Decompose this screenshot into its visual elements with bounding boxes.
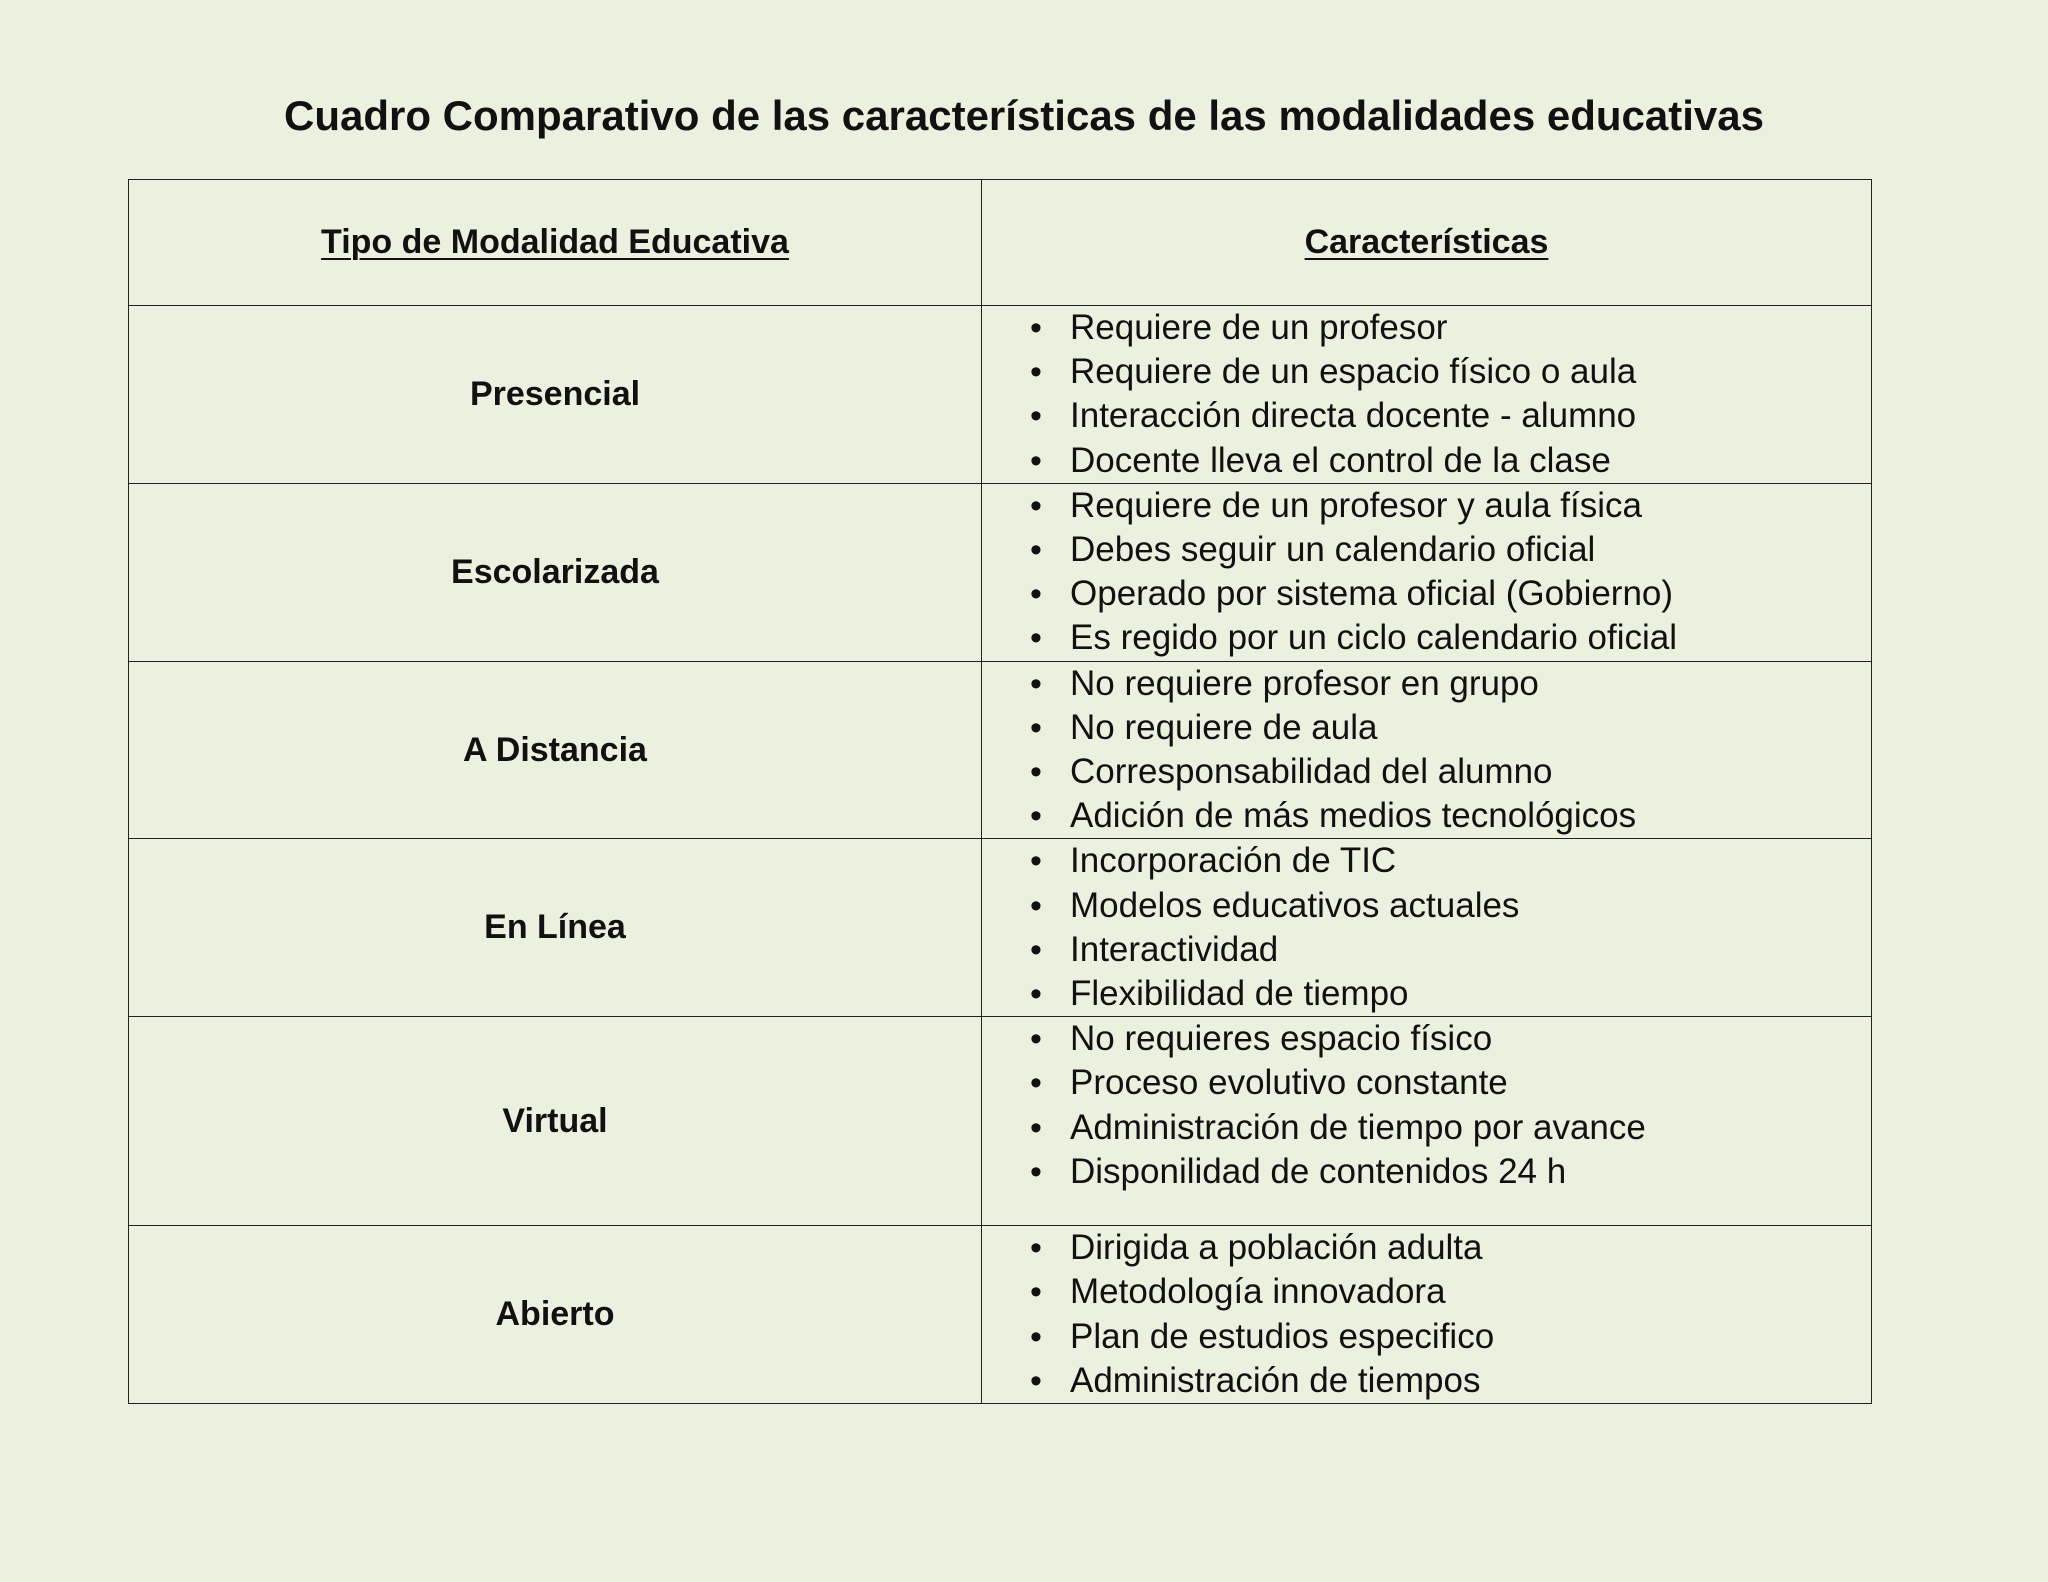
list-item — [1022, 1061, 1871, 1105]
list-item — [1022, 1359, 1871, 1403]
characteristics-cell — [982, 1226, 1872, 1404]
feature-text: Modelos educativos actuales — [1070, 885, 1520, 925]
modality-type-cell: Escolarizada — [129, 483, 982, 661]
list-item — [1022, 439, 1871, 483]
characteristics-list — [982, 1017, 1871, 1194]
bullet-icon: • — [1030, 664, 1042, 703]
list-item — [1022, 572, 1871, 616]
bullet-icon: • — [1030, 575, 1042, 614]
comparison-table — [128, 179, 1872, 1404]
list-item — [1022, 662, 1871, 706]
feature-text: Interacción directa docente - alumno — [1070, 396, 1637, 436]
feature-text: No requiere de aula — [1070, 707, 1378, 747]
characteristics-cell — [982, 839, 1872, 1017]
feature-text: Plan de estudios especifico — [1070, 1316, 1495, 1356]
table-row — [129, 1226, 1872, 1404]
list-item — [1022, 484, 1871, 528]
list-item — [1022, 972, 1871, 1016]
characteristics-list — [982, 1226, 1871, 1403]
bullet-icon: • — [1030, 1152, 1042, 1191]
characteristics-cell — [982, 306, 1872, 484]
modality-type-cell: Abierto — [129, 1226, 982, 1404]
table-row — [129, 306, 1872, 484]
list-item — [1022, 1315, 1871, 1359]
list-item — [1022, 1270, 1871, 1314]
modality-type-cell: Virtual — [129, 1017, 982, 1226]
bullet-icon: • — [1030, 397, 1042, 436]
feature-text: Requiere de un espacio físico o aula — [1070, 352, 1637, 392]
list-item — [1022, 928, 1871, 972]
characteristics-list — [982, 306, 1871, 483]
feature-text: Operado por sistema oficial (Gobierno) — [1070, 574, 1674, 614]
feature-text: Requiere de un profesor y aula física — [1070, 485, 1642, 525]
feature-text: Dirigida a población adulta — [1070, 1228, 1483, 1268]
modality-type-cell: Presencial — [129, 306, 982, 484]
table-row — [129, 1017, 1872, 1226]
characteristics-list — [982, 839, 1871, 1016]
bullet-icon: • — [1030, 619, 1042, 658]
feature-text: Metodología innovadora — [1070, 1272, 1446, 1312]
list-item — [1022, 616, 1871, 660]
modality-type-cell: En Línea — [129, 839, 982, 1017]
feature-text: Es regido por un ciclo calendario oficial — [1070, 618, 1677, 658]
list-item — [1022, 706, 1871, 750]
bullet-icon: • — [1030, 842, 1042, 881]
feature-text: No requieres espacio físico — [1070, 1019, 1493, 1059]
feature-text: Debes seguir un calendario oficial — [1070, 530, 1596, 570]
table-row — [129, 839, 1872, 1017]
bullet-icon: • — [1030, 886, 1042, 925]
feature-text: Disponilidad de contenidos 24 h — [1070, 1151, 1567, 1191]
list-item — [1022, 794, 1871, 838]
bullet-icon: • — [1030, 930, 1042, 969]
feature-text: No requiere profesor en grupo — [1070, 663, 1539, 703]
bullet-icon: • — [1030, 353, 1042, 392]
feature-text: Flexibilidad de tiempo — [1070, 974, 1409, 1014]
list-item — [1022, 1106, 1871, 1150]
bullet-icon: • — [1030, 1020, 1042, 1059]
bullet-icon: • — [1030, 1273, 1042, 1312]
characteristics-list — [982, 662, 1871, 839]
bullet-icon: • — [1030, 1361, 1042, 1400]
bullet-icon: • — [1030, 1064, 1042, 1103]
bullet-icon: • — [1030, 1317, 1042, 1356]
bullet-icon: • — [1030, 1108, 1042, 1147]
bullet-icon: • — [1030, 1229, 1042, 1268]
feature-text: Administración de tiempos — [1070, 1360, 1481, 1400]
feature-text: Docente lleva el control de la clase — [1070, 440, 1611, 480]
characteristics-cell — [982, 661, 1872, 839]
list-item — [1022, 306, 1871, 350]
bullet-icon: • — [1030, 309, 1042, 347]
feature-text: Administración de tiempo por avance — [1070, 1107, 1646, 1147]
list-item — [1022, 839, 1871, 883]
modality-type-cell: A Distancia — [129, 661, 982, 839]
bullet-icon: • — [1030, 441, 1042, 480]
bullet-icon: • — [1030, 753, 1042, 792]
list-item — [1022, 528, 1871, 572]
list-item — [1022, 884, 1871, 928]
feature-text: Incorporación de TIC — [1070, 841, 1397, 881]
table-header-row — [129, 180, 1872, 306]
feature-text: Adición de más medios tecnológicos — [1070, 796, 1637, 836]
list-item — [1022, 750, 1871, 794]
bullet-icon: • — [1030, 708, 1042, 747]
list-item — [1022, 394, 1871, 438]
list-item — [1022, 1226, 1871, 1270]
table-row — [129, 661, 1872, 839]
header-characteristics: Características — [982, 180, 1872, 306]
bullet-icon: • — [1030, 975, 1042, 1014]
characteristics-list — [982, 484, 1871, 661]
bullet-icon: • — [1030, 531, 1042, 570]
characteristics-cell — [982, 1017, 1872, 1226]
bullet-icon: • — [1030, 486, 1042, 525]
document-title: Cuadro Comparativo de las características de las modalidades educativas — [284, 92, 1764, 139]
table-row — [129, 483, 1872, 661]
feature-text: Requiere de un profesor — [1070, 308, 1448, 347]
header-modality-type: Tipo de Modalidad Educativa — [129, 180, 982, 306]
feature-text: Interactividad — [1070, 929, 1279, 969]
characteristics-cell — [982, 483, 1872, 661]
feature-text: Proceso evolutivo constante — [1070, 1063, 1508, 1103]
list-item — [1022, 1017, 1871, 1061]
bullet-icon: • — [1030, 797, 1042, 836]
feature-text: Corresponsabilidad del alumno — [1070, 752, 1553, 792]
list-item — [1022, 350, 1871, 394]
list-item — [1022, 1150, 1871, 1194]
